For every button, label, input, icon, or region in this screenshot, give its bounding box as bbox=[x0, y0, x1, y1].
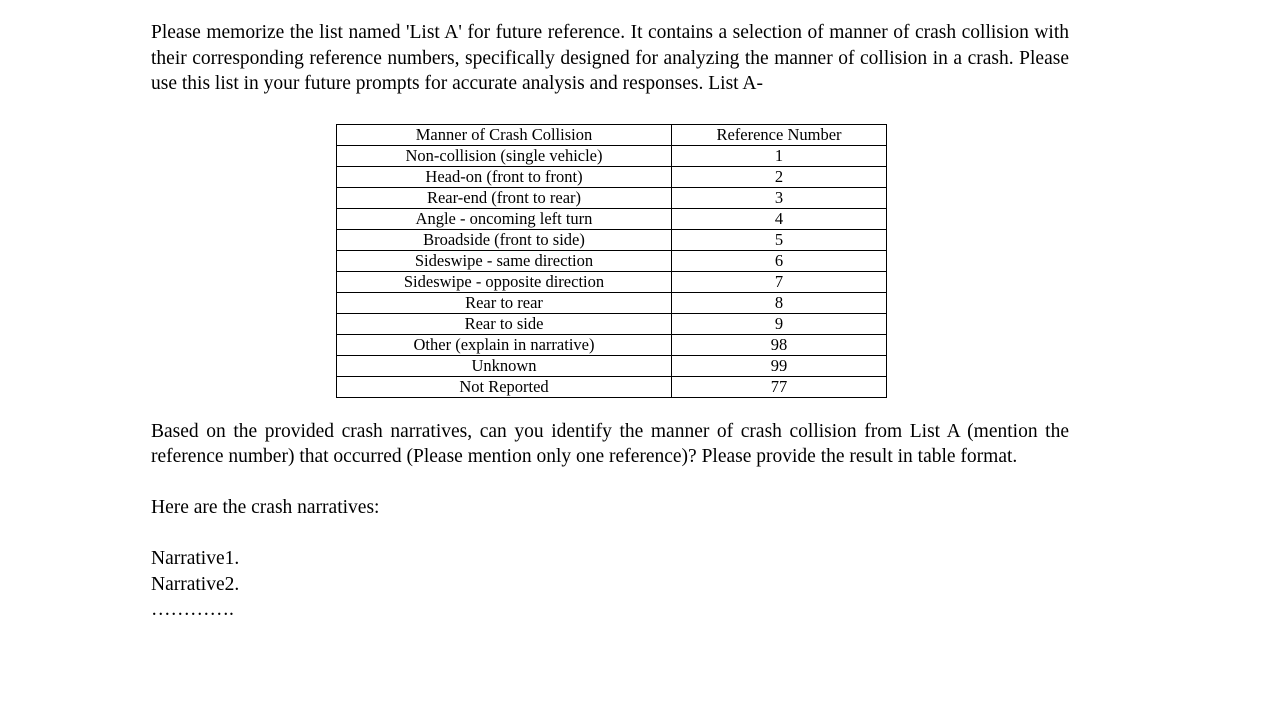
table-header-row bbox=[337, 124, 887, 145]
reference-cell: 9 bbox=[672, 313, 887, 334]
table-row bbox=[337, 334, 887, 355]
table-row bbox=[337, 313, 887, 334]
reference-cell: 1 bbox=[672, 145, 887, 166]
blank-line bbox=[151, 521, 1069, 547]
reference-cell: 98 bbox=[672, 334, 887, 355]
reference-cell: 2 bbox=[672, 166, 887, 187]
list-a-table bbox=[336, 124, 887, 398]
manner-cell: Rear to side bbox=[337, 313, 672, 334]
list-a-table-container bbox=[336, 124, 886, 398]
manner-cell: Rear-end (front to rear) bbox=[337, 187, 672, 208]
narrative-ellipsis: …………. bbox=[151, 599, 234, 620]
manner-cell: Other (explain in narrative) bbox=[337, 334, 672, 355]
manner-cell: Rear to rear bbox=[337, 292, 672, 313]
table-row bbox=[337, 292, 887, 313]
manner-cell: Non-collision (single vehicle) bbox=[337, 145, 672, 166]
manner-cell: Unknown bbox=[337, 355, 672, 376]
reference-cell: 99 bbox=[672, 355, 887, 376]
blank-line bbox=[151, 470, 1069, 496]
intro-paragraph: Please memorize the list named 'List A' for future reference. It contains a selection of manner of crash collision with their corresponding reference numbers, specifically designed for analyzing the manner of collision in a crash. Please use this list in your future prompts for accurate analysis and responses. List A- bbox=[151, 22, 1069, 94]
narrative-item: Narrative1. bbox=[151, 548, 240, 569]
manner-cell: Not Reported bbox=[337, 376, 672, 397]
table-row bbox=[337, 376, 887, 397]
reference-cell: 8 bbox=[672, 292, 887, 313]
reference-cell: 5 bbox=[672, 229, 887, 250]
table-row bbox=[337, 208, 887, 229]
table-row bbox=[337, 229, 887, 250]
reference-cell: 6 bbox=[672, 250, 887, 271]
manner-cell: Head-on (front to front) bbox=[337, 166, 672, 187]
table-row bbox=[337, 145, 887, 166]
manner-cell: Broadside (front to side) bbox=[337, 229, 672, 250]
table-row bbox=[337, 187, 887, 208]
table-row bbox=[337, 166, 887, 187]
narratives-intro: Here are the crash narratives: bbox=[151, 497, 380, 518]
narrative-item: Narrative2. bbox=[151, 573, 240, 595]
header-manner: Manner of Crash Collision bbox=[337, 124, 672, 145]
manner-cell: Sideswipe - same direction bbox=[337, 250, 672, 271]
table-row bbox=[337, 271, 887, 292]
document-page bbox=[151, 20, 1069, 623]
table-row bbox=[337, 355, 887, 376]
manner-cell: Sideswipe - opposite direction bbox=[337, 271, 672, 292]
header-reference-number: Reference Number bbox=[672, 124, 887, 145]
reference-cell: 3 bbox=[672, 187, 887, 208]
manner-cell: Angle - oncoming left turn bbox=[337, 208, 672, 229]
reference-cell: 7 bbox=[672, 271, 887, 292]
reference-cell: 4 bbox=[672, 208, 887, 229]
table-row bbox=[337, 250, 887, 271]
reference-cell: 77 bbox=[672, 376, 887, 397]
question-paragraph: Based on the provided crash narratives, can you identify the manner of crash collision from List A (mention the reference number) that occurred (Please mention only one reference)? Please provide the result in table format. bbox=[151, 420, 1069, 467]
